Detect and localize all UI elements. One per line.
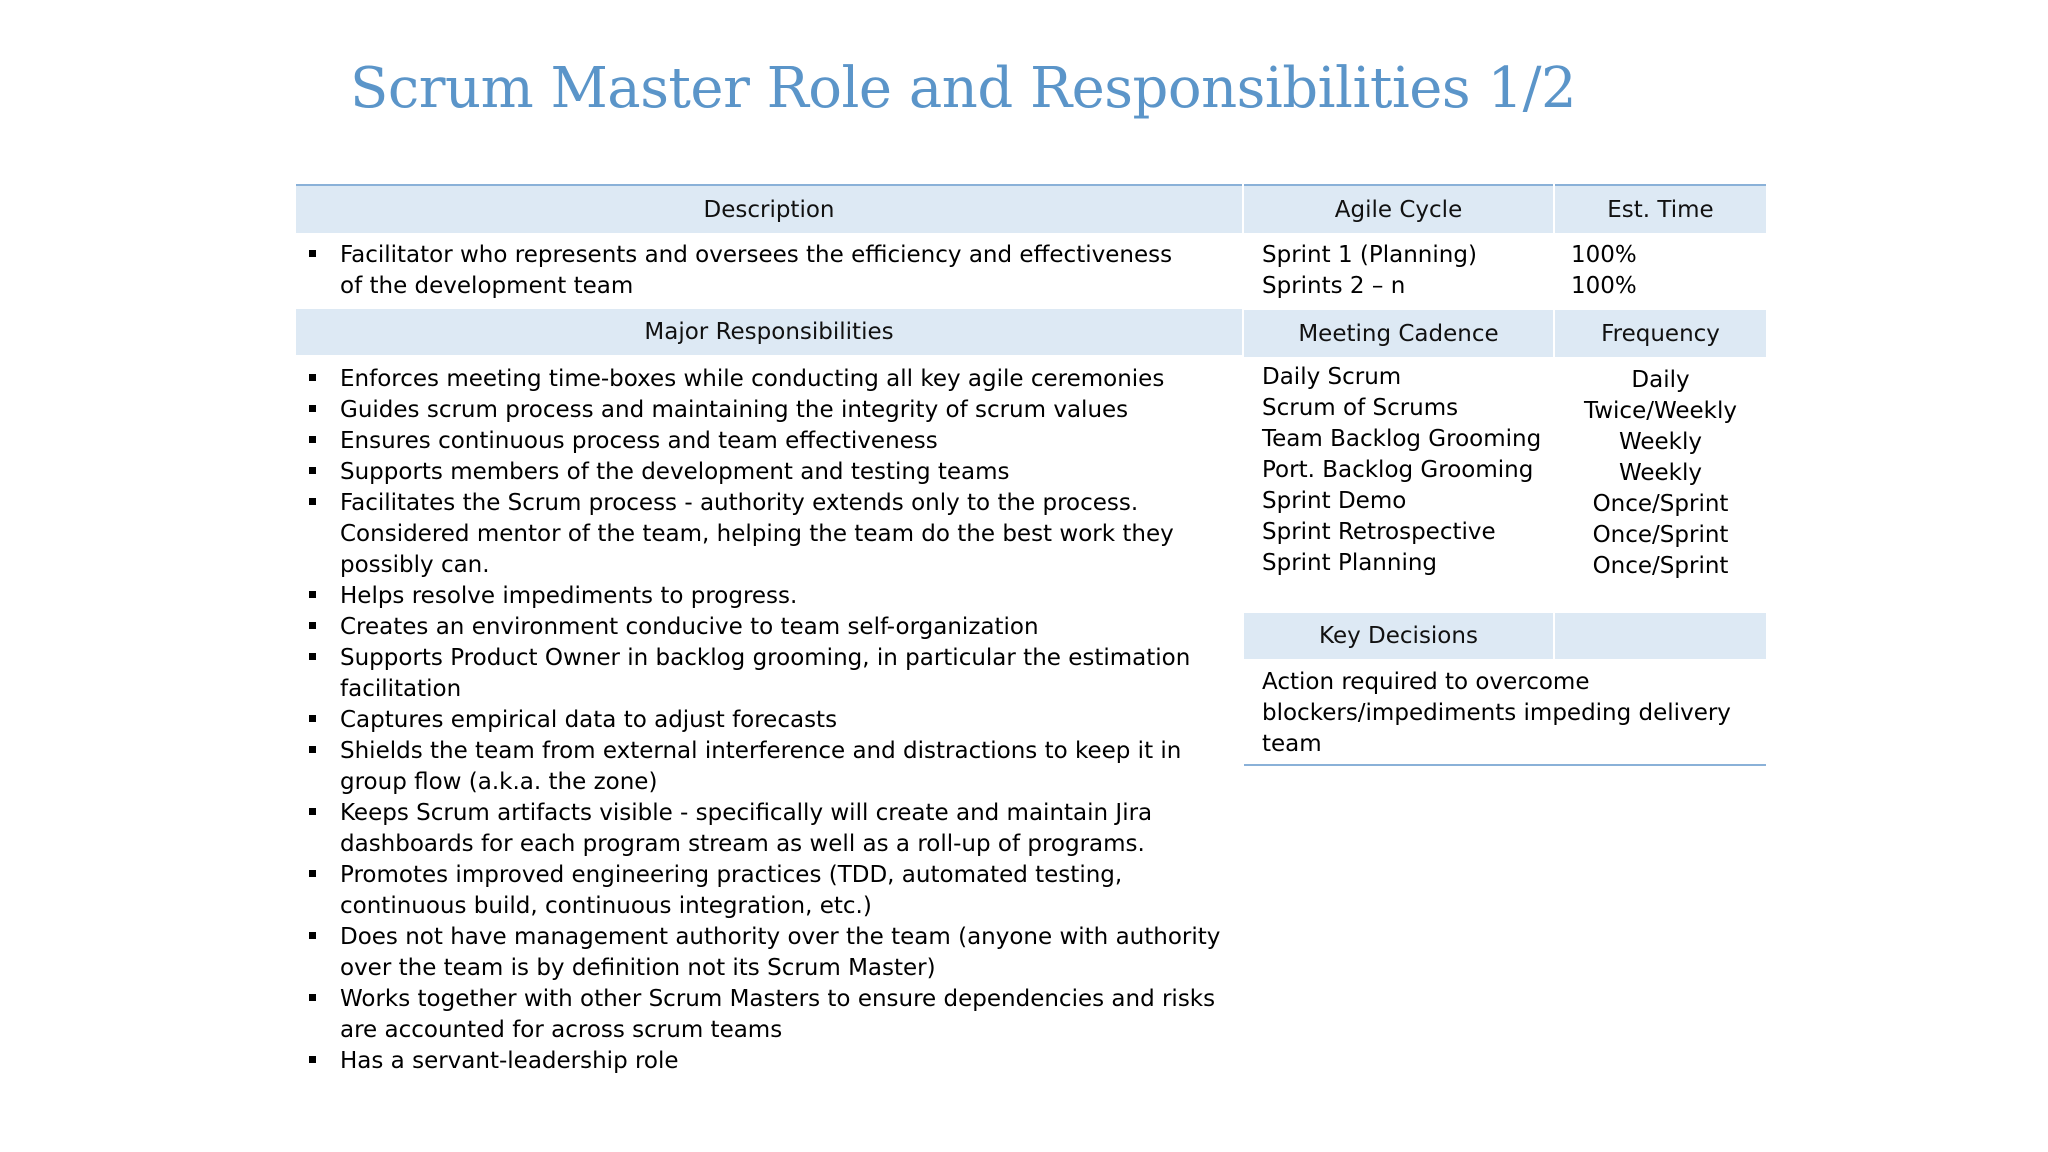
key-decisions-header: Key Decisions [1244,613,1553,659]
responsibility-item: Has a servant-leadership role [298,1046,1238,1077]
meeting-frequency: Weekly [1618,429,1702,455]
meeting-name: Daily Scrum [1262,364,1402,390]
responsibility-item: Facilitates the Scrum process - authority extends only to the process. Considered mentor of the team, helping the team do the best work they possibly can. [298,488,1238,581]
description-header: Description [296,184,1242,233]
est-time-list [1571,240,1637,302]
responsibility-item: Works together with other Scrum Masters to ensure dependencies and risks are accounted for across scrum teams [298,984,1238,1046]
responsibility-item: Supports members of the development and testing teams [298,457,1238,488]
responsibility-item: Ensures continuous process and team effectiveness [298,426,1238,457]
responsibility-item: Keeps Scrum artifacts visible - specifically will create and maintain Jira dashboards for each program stream as well as a roll-up of programs. [298,798,1238,860]
agile-cycle-item: Sprint 1 (Planning) [1262,242,1477,268]
meeting-name: Sprint Demo [1262,488,1407,514]
responsibility-item: Shields the team from external interference and distractions to keep it in group flow (a.k.a. the zone) [298,736,1238,798]
meeting-frequency: Once/Sprint [1592,491,1729,517]
description-list [298,240,1198,302]
responsibility-item: Promotes improved engineering practices (TDD, automated testing, continuous build, continuous integration, etc.) [298,860,1238,922]
responsibility-item: Helps resolve impediments to progress. [298,581,1238,612]
est-time-header: Est. Time [1555,184,1766,233]
meeting-name: Sprint Retrospective [1262,519,1496,545]
table-bottom-rule [1244,764,1766,766]
responsibilities-list [298,364,1238,1077]
meeting-cadence-header: Meeting Cadence [1244,310,1553,357]
est-time-item: 100% [1571,242,1637,268]
meeting-frequency: Once/Sprint [1592,522,1729,548]
meeting-frequency: Twice/Weekly [1583,398,1737,424]
responsibility-item: Does not have management authority over the team (anyone with authority over the team is by definition not its Scrum Master) [298,922,1238,984]
responsibility-item: Enforces meeting time-boxes while conducting all key agile ceremonies [298,364,1238,395]
major-responsibilities-header: Major Responsibilities [296,309,1242,355]
meeting-name: Port. Backlog Grooming [1262,457,1534,483]
description-item: Facilitator who represents and oversees the efficiency and effectiveness of the development team [298,240,1198,302]
responsibilities-section [298,364,1238,1077]
description-section [298,240,1198,302]
responsibility-item: Supports Product Owner in backlog grooming, in particular the estimation facilitation [298,643,1238,705]
agile-cycle-header: Agile Cycle [1244,184,1553,233]
agile-cycle-item: Sprints 2 – n [1262,273,1406,299]
meeting-frequency: Weekly [1618,460,1702,486]
meeting-frequency: Daily [1631,367,1690,393]
meeting-name: Sprint Planning [1262,550,1438,576]
slide-title: Scrum Master Role and Responsibilities 1/2 [350,56,1577,121]
frequency-header: Frequency [1555,310,1766,357]
meeting-cadence-list [1262,362,1541,579]
responsibility-item: Captures empirical data to adjust forecasts [298,705,1238,736]
key-decisions-header-blank [1555,613,1766,659]
key-decisions-text: Action required to overcome blockers/impediments impeding delivery team [1262,669,1731,757]
est-time-item: 100% [1571,273,1637,299]
meeting-name: Scrum of Scrums [1262,395,1459,421]
agile-cycle-list [1262,240,1477,302]
meeting-frequency: Once/Sprint [1592,553,1729,579]
meeting-name: Team Backlog Grooming [1262,426,1542,452]
responsibility-item: Guides scrum process and maintaining the integrity of scrum values [298,395,1238,426]
responsibility-item: Creates an environment conducive to team self-organization [298,612,1238,643]
frequency-list [1555,365,1766,582]
